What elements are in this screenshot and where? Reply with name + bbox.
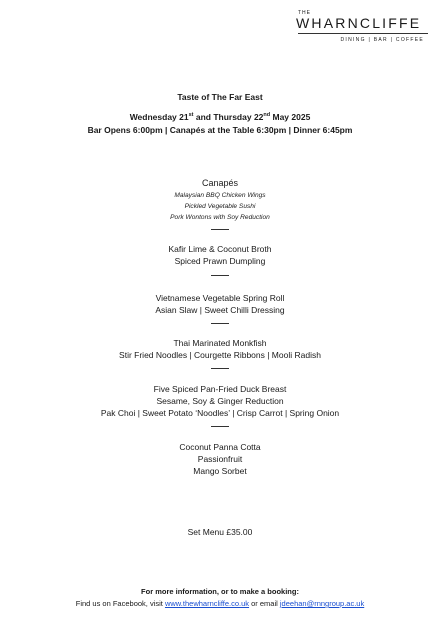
course-line: Coconut Panna Cotta: [179, 442, 261, 452]
website-link[interactable]: www.thewharncliffe.co.uk: [164, 599, 250, 608]
course-line: Spiced Prawn Dumpling: [174, 256, 266, 266]
course-separator: [211, 275, 229, 276]
course-line: Passionfruit: [197, 454, 243, 464]
canape-item: Pickled Vegetable Sushi: [184, 203, 256, 210]
date-sup-second: nd: [263, 112, 271, 119]
date-suffix: May 2025: [270, 112, 311, 122]
course-line: Stir Fried Noodles | Courgette Ribbons | Mooli Radish: [119, 350, 321, 360]
course-line: Five Spiced Pan-Fried Duck Breast: [153, 384, 287, 394]
event-dates: [0, 111, 440, 123]
course-4: [0, 383, 440, 419]
footer: [0, 586, 440, 610]
course-line: Asian Slaw | Sweet Chilli Dressing: [155, 305, 285, 315]
course-line: Sesame, Soy & Ginger Reduction: [156, 396, 284, 406]
email-link[interactable]: jdeehan@rnngroup.ac.uk: [279, 599, 365, 608]
course-1: [0, 243, 440, 267]
course-3: [0, 337, 440, 361]
course-2: [0, 292, 440, 316]
logo-tagline: DINING | BAR | COFFEE: [340, 37, 424, 43]
course-separator: [211, 368, 229, 369]
course-separator: [211, 229, 229, 230]
footer-middle: or email: [249, 599, 280, 608]
date-prefix: Wednesday 21: [129, 112, 189, 122]
footer-prefix: Find us on Facebook, visit: [75, 599, 165, 608]
price-section: [0, 526, 440, 538]
logo-divider: [298, 33, 428, 34]
course-line: Mango Sorbet: [193, 466, 247, 476]
event-header: [0, 91, 440, 136]
canape-item: Pork Wontons with Soy Reduction: [170, 214, 270, 221]
course-5: [0, 441, 440, 477]
canapes-section: [0, 177, 440, 223]
course-line: Thai Marinated Monkfish: [173, 338, 267, 348]
course-line: Pak Choi | Sweet Potato ‘Noodles’ | Crisp Carrot | Spring Onion: [100, 408, 340, 418]
logo-the: THE: [298, 10, 311, 16]
footer-contact: [0, 598, 440, 610]
canape-item: Malaysian BBQ Chicken Wings: [174, 192, 266, 199]
logo-name: WHARNCLIFFE: [296, 15, 422, 31]
course-line: Kafir Lime & Coconut Broth: [168, 244, 272, 254]
event-title: Taste of The Far East: [177, 92, 263, 102]
set-menu-price: Set Menu £35.00: [187, 527, 253, 537]
event-times: Bar Opens 6:00pm | Canapés at the Table 6:30pm | Dinner 6:45pm: [87, 125, 353, 135]
course-line: Vietnamese Vegetable Spring Roll: [155, 293, 285, 303]
footer-heading: For more information, or to make a booking:: [141, 587, 299, 596]
date-middle: and Thursday 22: [193, 112, 264, 122]
course-separator: [211, 426, 229, 427]
brand-logo: [296, 10, 426, 43]
course-separator: [211, 323, 229, 324]
date-sup-first: st: [188, 112, 194, 119]
canapes-heading: Canapés: [201, 178, 239, 188]
